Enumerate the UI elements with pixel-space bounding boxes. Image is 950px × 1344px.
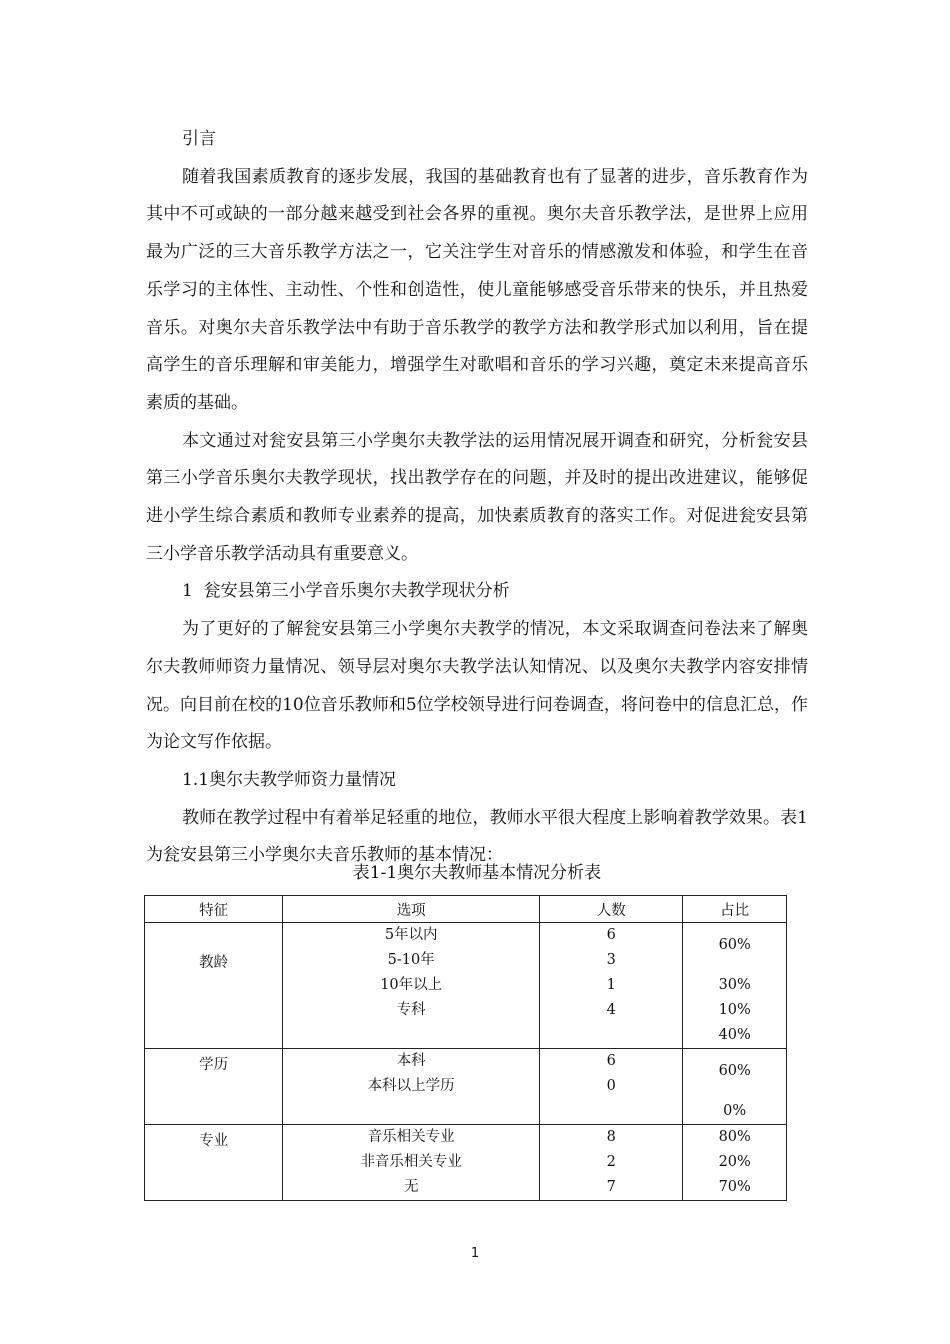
header-feature: 特征 xyxy=(145,896,283,923)
option-cell xyxy=(283,1049,540,1125)
table-header-row xyxy=(145,896,787,923)
count-item: 8 xyxy=(606,1129,616,1145)
option-item: 非音乐相关专业 xyxy=(360,1154,462,1170)
feature-cell: 专业 xyxy=(145,1125,283,1201)
section-heading-1: 1 瓮安县第三小学音乐奥尔夫教学现状分析 xyxy=(182,581,510,602)
table-row-education xyxy=(145,1049,787,1125)
table-caption: 表1-1奥尔夫教师基本情况分析表 xyxy=(352,863,602,883)
percent-cell xyxy=(683,1049,787,1125)
paragraph-2: 本文通过对瓮安县第三小学奥尔夫教学法的运用情况展开调查和研究，分析瓮安县第三小学音乐奥尔夫教学现状，找出教学存在的问题，并及时的提出改进建议，能够促进小学生综合素质和教师专业素养的提高，加快素质教育的落实工作。对促进瓮安县第三小学音乐教学活动具有重要意义。 xyxy=(146,430,808,564)
header-count: 人数 xyxy=(540,896,683,923)
option-item: 无 xyxy=(403,1179,419,1195)
option-item: 10年以上 xyxy=(380,977,443,993)
count-item: 0 xyxy=(606,1078,616,1094)
option-cell xyxy=(283,1125,540,1201)
percent-item: 20% xyxy=(718,1154,751,1170)
option-item: 5-10年 xyxy=(387,952,435,968)
percent-item xyxy=(683,1084,786,1099)
percent-item: 10% xyxy=(718,1002,751,1018)
percent-item: 30% xyxy=(718,977,751,993)
percent-item: 40% xyxy=(718,1027,751,1043)
count-item: 6 xyxy=(606,927,616,943)
option-cell xyxy=(283,923,540,1049)
percent-item: 60% xyxy=(718,1063,751,1079)
percent-item xyxy=(683,958,786,973)
count-item: 6 xyxy=(606,1053,616,1069)
header-percent: 占比 xyxy=(683,896,787,923)
paragraph-4: 教师在教学过程中有着举足轻重的地位，教师水平很大程度上影响着教学效果。表1为瓮安县第三小学奥尔夫音乐教师的基本情况： xyxy=(146,807,808,866)
feature-cell: 教龄 xyxy=(145,923,283,1049)
option-item: 专科 xyxy=(396,1002,426,1018)
paragraph-3: 为了更好的了解瓮安县第三小学奥尔夫教学的情况，本文采取调查问卷法来了解奥尔夫教师师资力量情况、领导层对奥尔夫教学法认知情况、以及奥尔夫教学内容安排情况。向目前在校的10位音乐教师和5位学校领导进行问卷调查，将问卷中的信息汇总，作为论文写作依据。 xyxy=(146,619,808,753)
option-item: 本科 xyxy=(396,1053,426,1069)
percent-item: 80% xyxy=(718,1129,751,1145)
option-item: 本科以上学历 xyxy=(367,1078,455,1094)
count-cell xyxy=(540,923,683,1049)
percent-item: 0% xyxy=(723,1103,747,1119)
percent-item: 70% xyxy=(718,1179,751,1195)
count-item: 2 xyxy=(606,1154,616,1170)
count-cell xyxy=(540,1049,683,1125)
count-item: 4 xyxy=(606,1002,616,1018)
page-number: 1 xyxy=(470,1246,480,1261)
percent-item: 60% xyxy=(718,937,751,953)
count-item: 3 xyxy=(606,952,616,968)
count-cell xyxy=(540,1125,683,1201)
header-option: 选项 xyxy=(283,896,540,923)
intro-heading: 引言 xyxy=(182,129,216,149)
percent-cell xyxy=(683,923,787,1049)
option-item: 5年以内 xyxy=(384,927,438,943)
table-row-major xyxy=(145,1125,787,1201)
option-item: 音乐相关专业 xyxy=(367,1129,455,1145)
percent-cell xyxy=(683,1125,787,1201)
count-item: 7 xyxy=(606,1179,616,1195)
body-text xyxy=(146,121,808,875)
section-heading-1-1: 1.1奥尔夫教学师资力量情况 xyxy=(182,769,397,790)
teacher-stats-table xyxy=(144,895,787,1201)
feature-cell: 学历 xyxy=(145,1049,283,1125)
paragraph-1: 随着我国素质教育的逐步发展，我国的基础教育也有了显著的进步，音乐教育作为其中不可或缺的一部分越来越受到社会各界的重视。奥尔夫音乐教学法，是世界上应用最为广泛的三大音乐教学方法之一，它关注学生对音乐的情感激发和体验，和学生在音乐学习的主体性、主动性、个性和创造性，使儿童能够感受音乐带来的快乐，并且热爱音乐。对奥尔夫音乐教学法中有助于音乐教学的教学方法和教学形式加以利用，旨在提高学生的音乐理解和审美能力，增强学生对歌唱和音乐的学习兴趣，奠定未来提高音乐素质的基础。 xyxy=(146,166,808,413)
count-item: 1 xyxy=(606,977,616,993)
table-row-teaching-age xyxy=(145,923,787,1049)
